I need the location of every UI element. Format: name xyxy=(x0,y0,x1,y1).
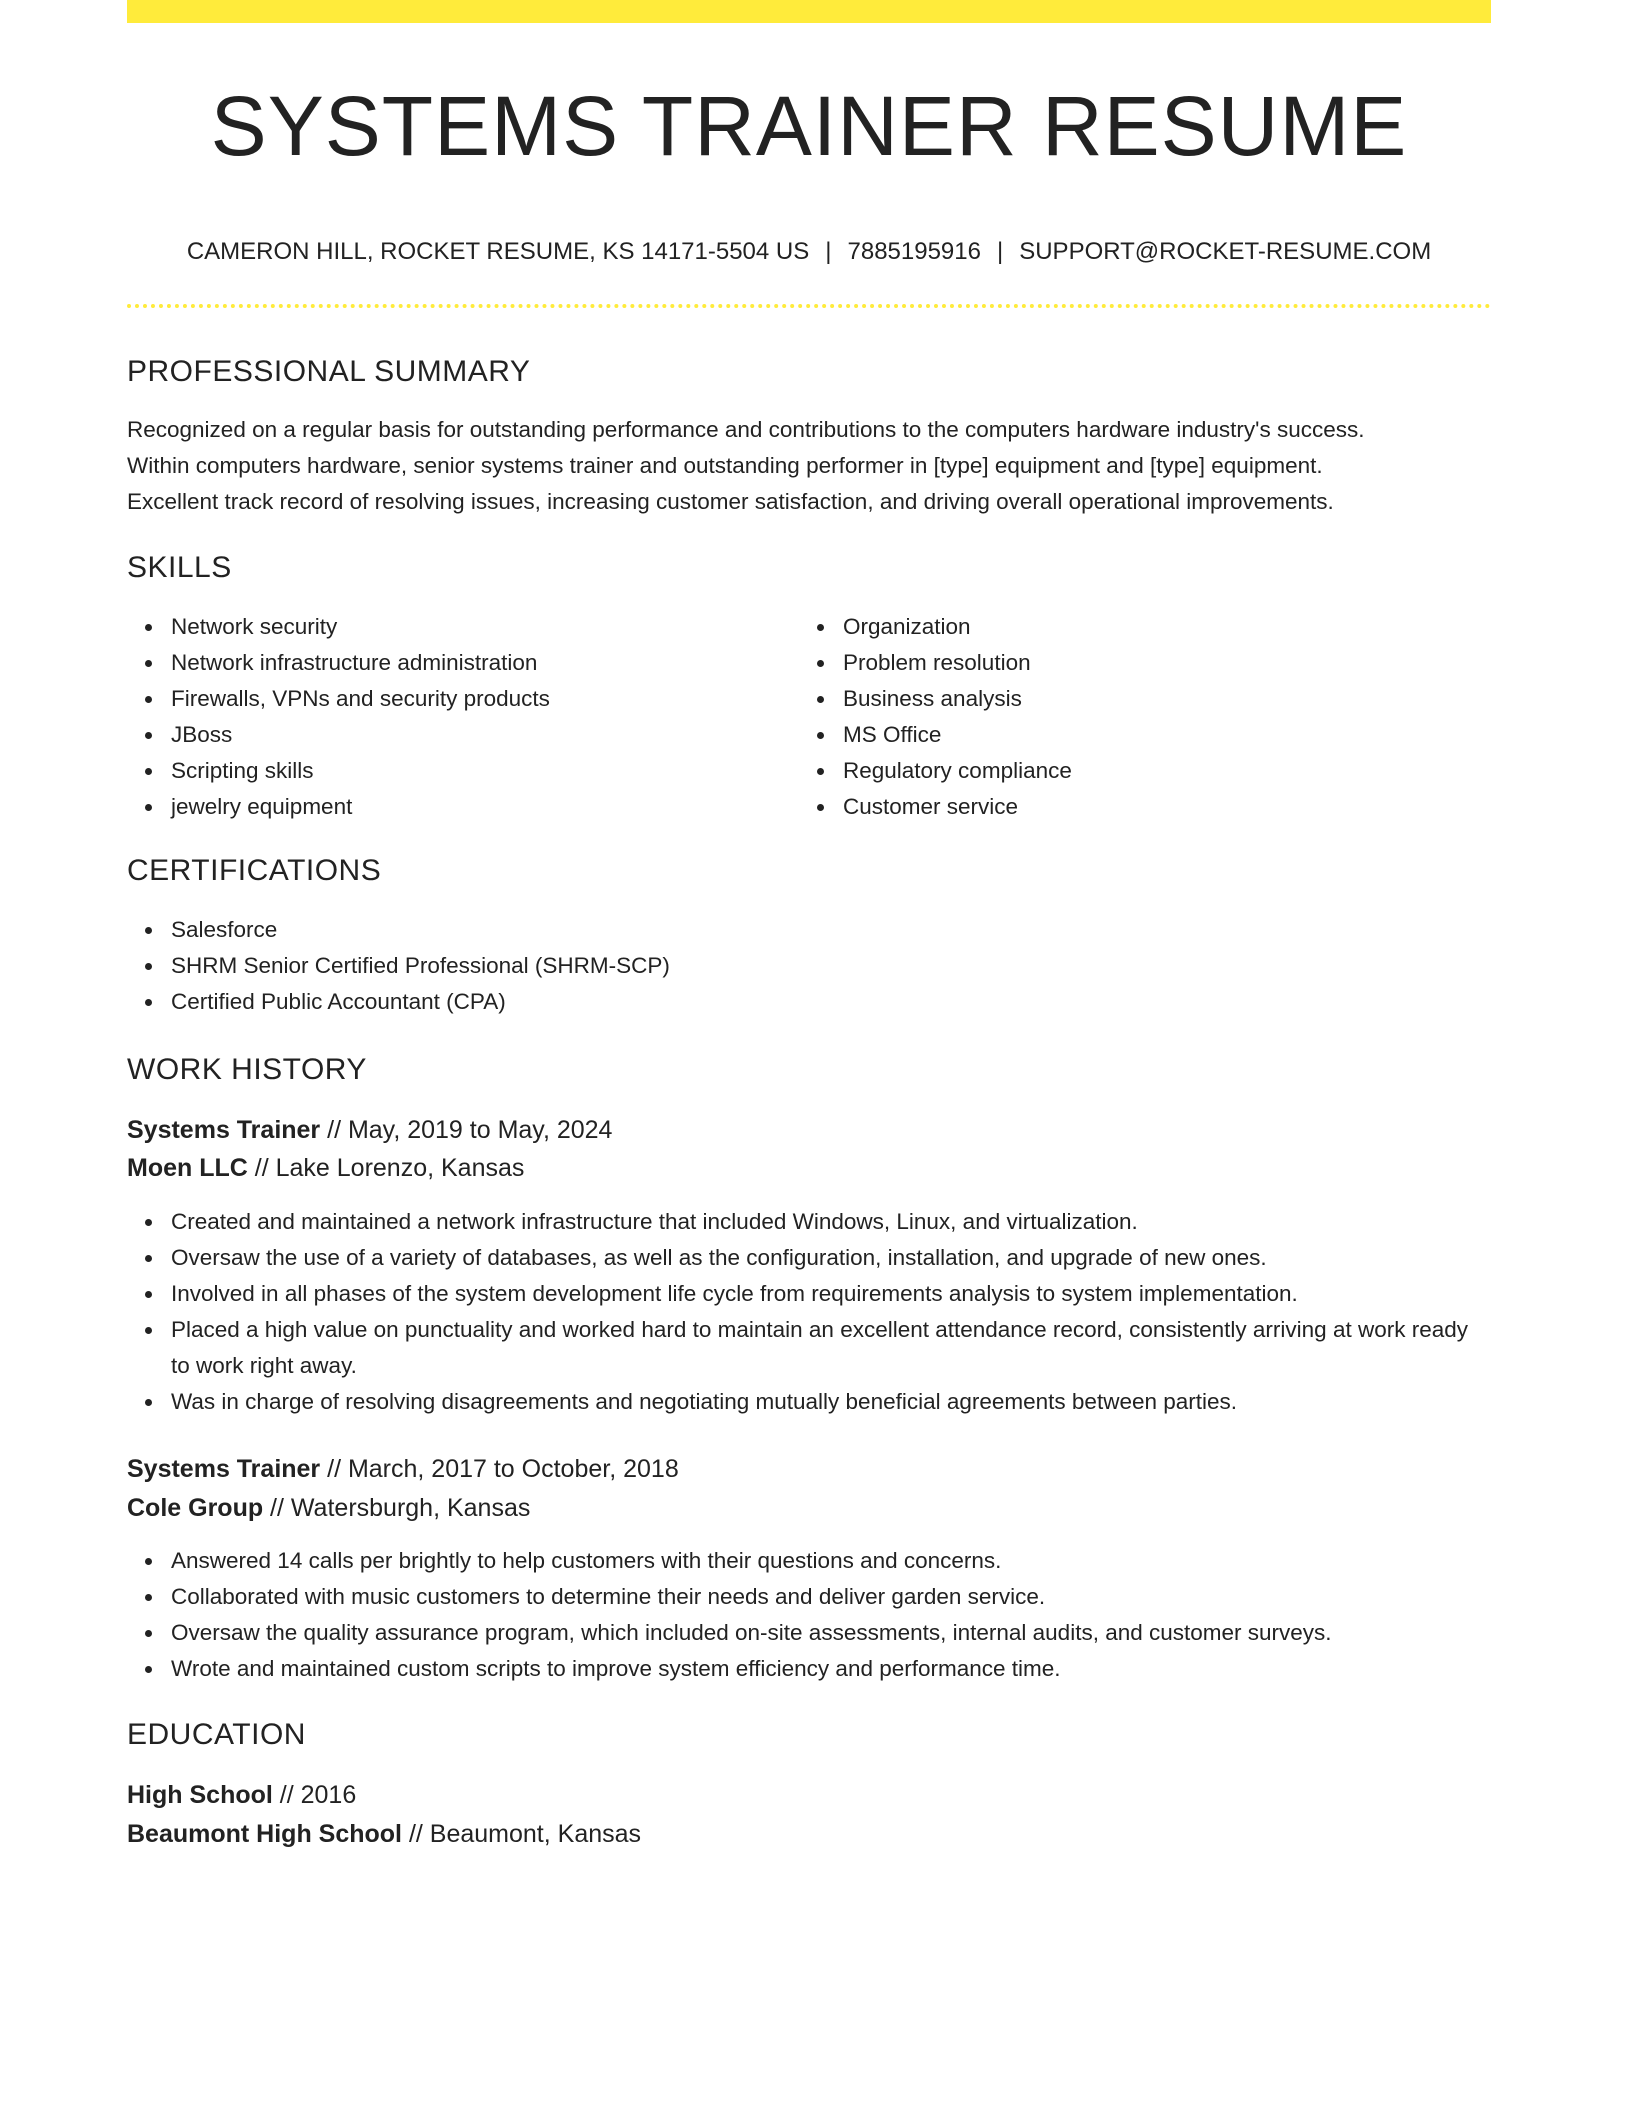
certification-item: SHRM Senior Certified Professional (SHRM-SCP) xyxy=(171,948,1471,984)
job-title: Systems Trainer xyxy=(127,1116,321,1144)
job-company-line xyxy=(127,1489,530,1527)
job-company: Moen LLC xyxy=(127,1154,248,1182)
job-title-line xyxy=(127,1450,679,1488)
job-location: // Watersburgh, Kansas xyxy=(263,1494,531,1522)
contact-separator: | xyxy=(996,238,1004,265)
contact-phone: 7885195916 xyxy=(847,238,981,265)
skill-item: Organization xyxy=(843,609,1483,645)
job-bullets xyxy=(127,1543,1491,1687)
education-degree: High School xyxy=(127,1781,273,1809)
summary-heading: PROFESSIONAL SUMMARY xyxy=(127,355,531,388)
contact-separator: | xyxy=(825,238,832,265)
job-bullet: Was in charge of resolving disagreements and negotiating mutually beneficial agreements between parties. xyxy=(171,1384,1491,1420)
skill-item: Problem resolution xyxy=(843,645,1483,681)
job-dates: // March, 2017 to October, 2018 xyxy=(320,1455,679,1483)
work-history-heading: WORK HISTORY xyxy=(127,1053,367,1086)
education-school: Beaumont High School xyxy=(127,1820,402,1848)
dotted-divider xyxy=(127,304,1491,308)
skill-item: Network infrastructure administration xyxy=(171,645,791,681)
job-bullet: Involved in all phases of the system development life cycle from requirements analysis to system implementation. xyxy=(171,1276,1491,1312)
job-bullet: Oversaw the use of a variety of databases, as well as the configuration, installation, and upgrade of new ones. xyxy=(171,1240,1491,1276)
summary-line: Within computers hardware, senior systems trainer and outstanding performer in [type] equipment and [type] equipment. xyxy=(127,453,1323,478)
certifications-list xyxy=(127,912,1471,1020)
job-title: Systems Trainer xyxy=(127,1455,321,1483)
skill-item: MS Office xyxy=(843,717,1483,753)
job-bullet: Wrote and maintained custom scripts to improve system efficiency and performance time. xyxy=(171,1651,1491,1687)
skills-list-left xyxy=(127,609,791,825)
skill-item: jewelry equipment xyxy=(171,789,791,825)
skill-item: JBoss xyxy=(171,717,791,753)
accent-top-bar xyxy=(127,0,1491,23)
skill-item: Customer service xyxy=(843,789,1483,825)
skill-item: Business analysis xyxy=(843,681,1483,717)
education-year: // 2016 xyxy=(272,1781,357,1809)
skill-item: Network security xyxy=(171,609,791,645)
summary-text xyxy=(127,412,1491,520)
skill-item: Scripting skills xyxy=(171,753,791,789)
job-location: // Lake Lorenzo, Kansas xyxy=(247,1154,525,1182)
contact-email: SUPPORT@ROCKET-RESUME.COM xyxy=(1019,238,1432,265)
job-bullet: Answered 14 calls per brightly to help customers with their questions and concerns. xyxy=(171,1543,1491,1579)
job-company: Cole Group xyxy=(127,1494,264,1522)
education-school-line xyxy=(127,1815,641,1853)
job-dates: // May, 2019 to May, 2024 xyxy=(320,1116,613,1144)
job-title-line xyxy=(127,1111,612,1149)
skill-item: Firewalls, VPNs and security products xyxy=(171,681,791,717)
certification-item: Salesforce xyxy=(171,912,1471,948)
contact-line xyxy=(127,234,1491,270)
education-heading: EDUCATION xyxy=(127,1718,306,1751)
certification-item: Certified Public Accountant (CPA) xyxy=(171,984,1471,1020)
job-bullets xyxy=(127,1204,1491,1420)
job-company-line xyxy=(127,1149,524,1187)
skill-item: Regulatory compliance xyxy=(843,753,1483,789)
job-bullet: Placed a high value on punctuality and worked hard to maintain an excellent attendance record, consistently arriving at work ready to work right away. xyxy=(171,1312,1491,1384)
skills-list-right xyxy=(799,609,1483,825)
resume-title: SYSTEMS TRAINER RESUME xyxy=(210,79,1408,173)
job-bullet: Created and maintained a network infrastructure that included Windows, Linux, and virtualization. xyxy=(171,1204,1491,1240)
certifications-heading: CERTIFICATIONS xyxy=(127,854,382,887)
job-bullet: Collaborated with music customers to determine their needs and deliver garden service. xyxy=(171,1579,1491,1615)
summary-line: Excellent track record of resolving issues, increasing customer satisfaction, and driving overall operational improvements. xyxy=(127,489,1334,514)
summary-line: Recognized on a regular basis for outstanding performance and contributions to the computers hardware industry's success. xyxy=(127,417,1365,442)
skills-heading: SKILLS xyxy=(127,551,232,584)
education-location: // Beaumont, Kansas xyxy=(402,1820,642,1848)
contact-address: CAMERON HILL, ROCKET RESUME, KS 14171-5504 US xyxy=(186,238,810,265)
education-degree-line xyxy=(127,1776,356,1814)
job-bullet: Oversaw the quality assurance program, which included on-site assessments, internal audits, and customer surveys. xyxy=(171,1615,1491,1651)
